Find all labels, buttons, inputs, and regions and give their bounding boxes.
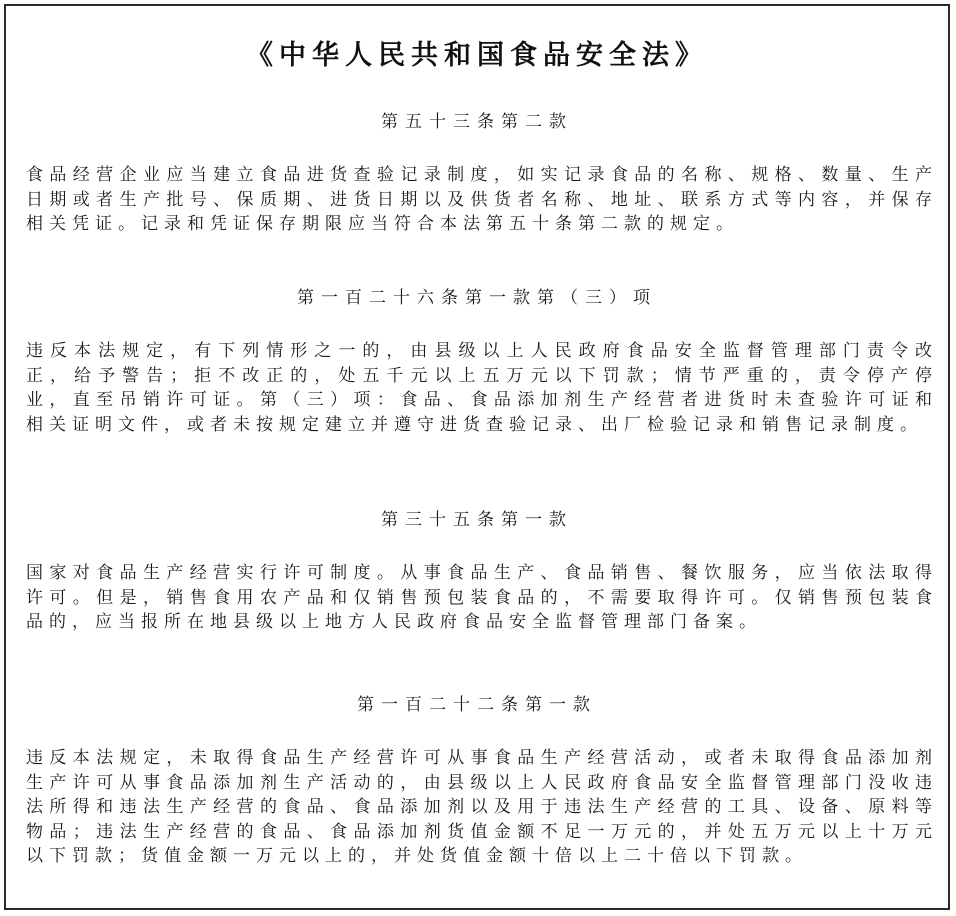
- section-heading-4: 第一百二十二条第一款: [357, 695, 597, 715]
- section-heading-3: 第三十五条第一款: [381, 510, 573, 530]
- section-heading-2: 第一百二十六条第一款第（三）项: [297, 288, 657, 308]
- section-body-1: 食品经营企业应当建立食品进货查验记录制度，如实记录食品的名称、规格、数量、生产日期或者生产批号、保质期、进货日期以及供货者名称、地址、联系方式等内容，并保存相关凭证。记录和凭证保存期限应当符合本法第五十条第二款的规定。: [26, 165, 938, 234]
- document-frame: [4, 4, 950, 910]
- document-title: 《中华人民共和国食品安全法》: [246, 40, 708, 71]
- section-heading-1: 第五十三条第二款: [381, 112, 573, 132]
- section-body-4: 违反本法规定，未取得食品生产经营许可从事食品生产经营活动，或者未取得食品添加剂生产许可从事食品添加剂生产活动的，由县级以上人民政府食品安全监督管理部门没收违法所得和违法生产经营的食品、食品添加剂以及用于违法生产经营的工具、设备、原料等物品；违法生产经营的食品、食品添加剂货值金额不足一万元的，并处五万元以上十万元以下罚款；货值金额一万元以上的，并处货值金额十倍以上二十倍以下罚款。: [26, 748, 938, 866]
- section-body-3: 国家对食品生产经营实行许可制度。从事食品生产、食品销售、餐饮服务，应当依法取得许可。但是，销售食用农产品和仅销售预包装食品的，不需要取得许可。仅销售预包装食品的，应当报所在地县级以上地方人民政府食品安全监督管理部门备案。: [26, 563, 938, 632]
- section-body-2: 违反本法规定，有下列情形之一的，由县级以上人民政府食品安全监督管理部门责令改正，给予警告；拒不改正的，处五千元以上五万元以下罚款；情节严重的，责令停产停业，直至吊销许可证。第（三）项：食品、食品添加剂生产经营者进货时未查验许可证和相关证明文件，或者未按规定建立并遵守进货查验记录、出厂检验记录和销售记录制度。: [26, 341, 938, 435]
